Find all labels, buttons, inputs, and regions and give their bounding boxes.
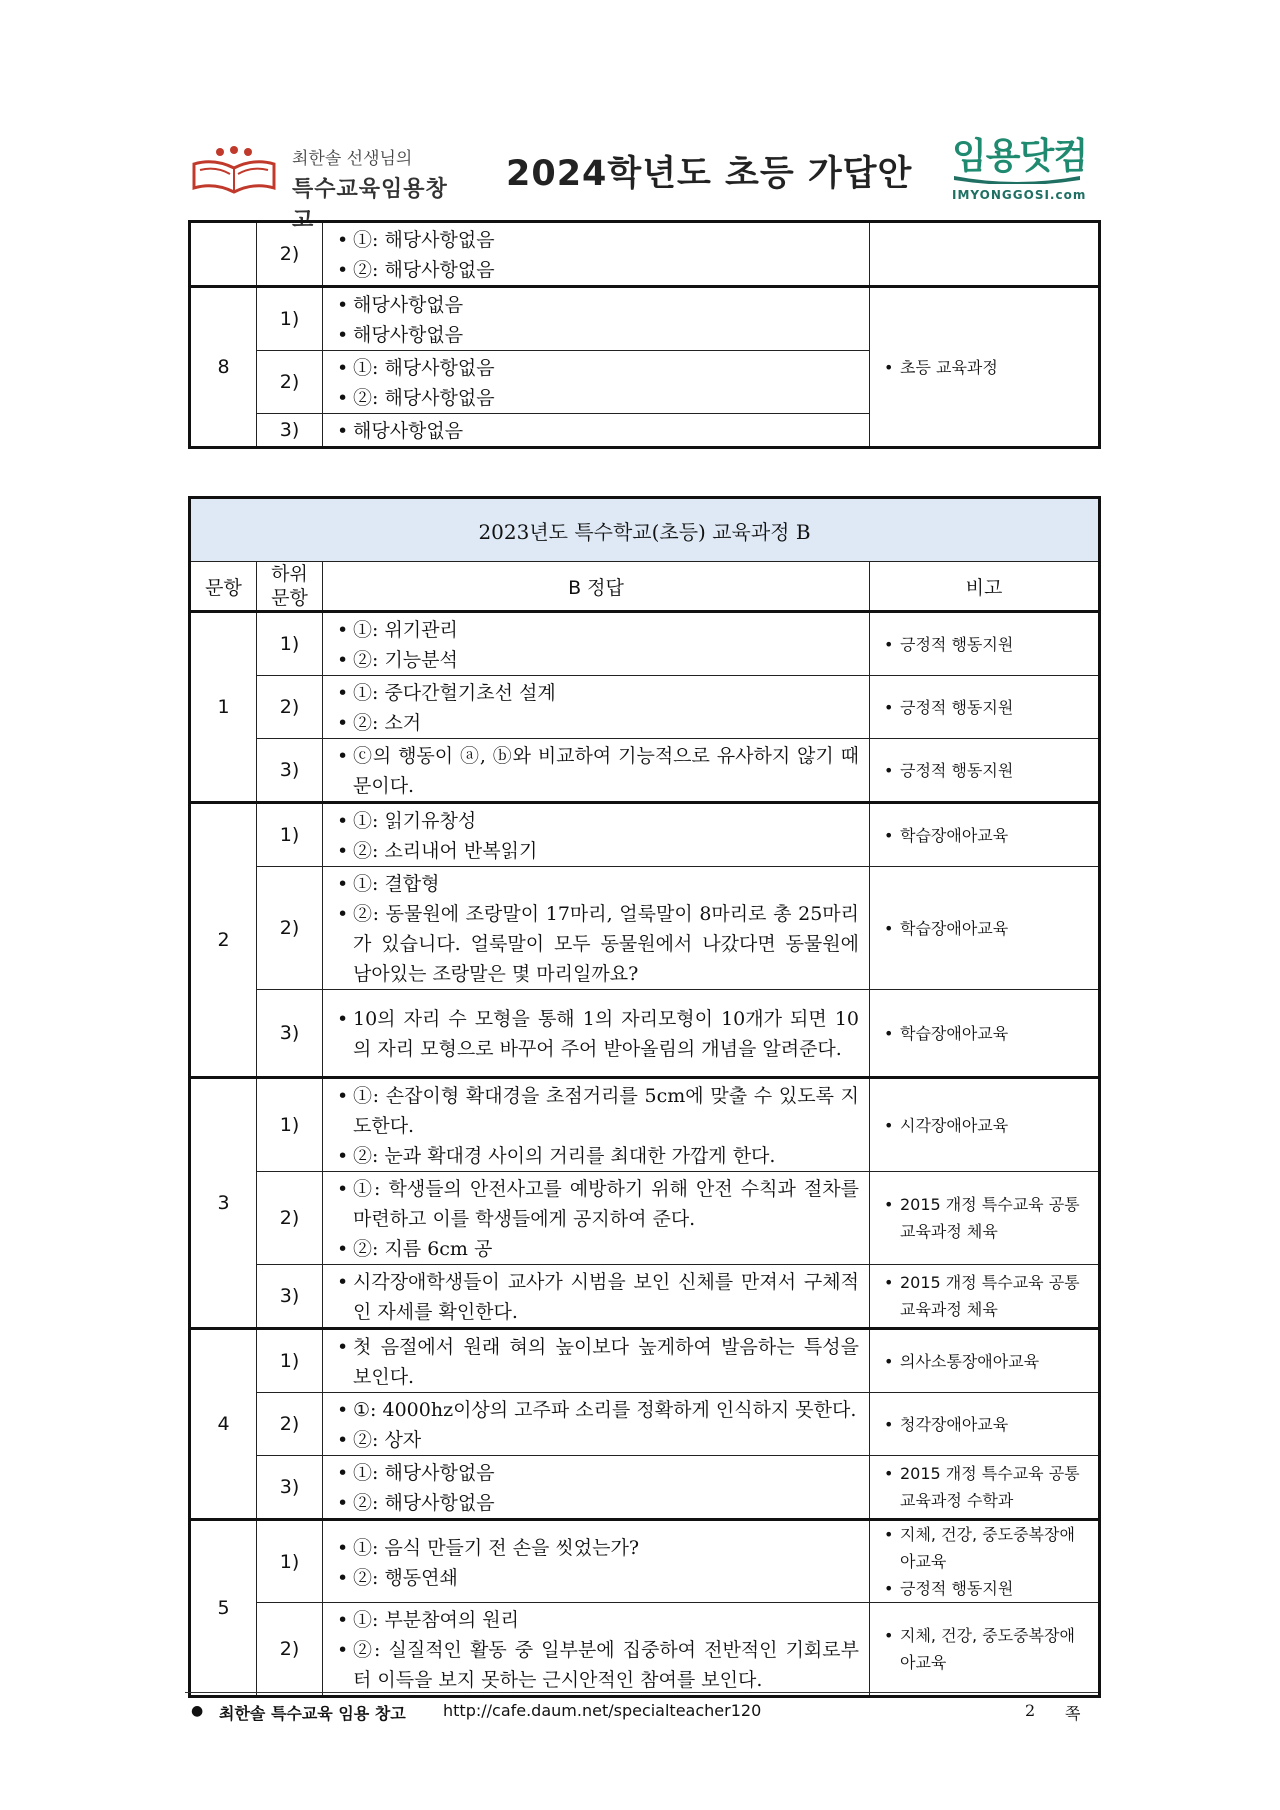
sub-question: 1)	[257, 287, 323, 351]
table-header-row	[190, 562, 1100, 612]
table-row	[190, 612, 1100, 676]
header-answer: B 정답	[323, 562, 870, 612]
table-row	[190, 222, 1100, 287]
bullet-line: • 2015 개정 특수교육 공통교육과정 체육	[884, 1269, 1088, 1323]
bullet-line: • ②: 상자	[337, 1425, 859, 1455]
answer-cell	[323, 867, 870, 990]
answer-cell	[323, 414, 870, 448]
page-label: 쪽	[1065, 1704, 1081, 1723]
logo-subtitle: IMYONGGOSI.com	[952, 188, 1087, 202]
bullet-line: • ②: 동물원에 조랑말이 17마리, 얼룩말이 8마리로 총 25마리가 있습니다. 얼룩말이 모두 동물원에서 나갔다면 동물원에 남아있는 조랑말은 몇 마리일까요?	[337, 899, 859, 989]
table-row	[190, 1329, 1100, 1393]
bullet-line: • 10의 자리 수 모형을 통해 1의 자리모형이 10개가 되면 10의 자리 모형으로 바꾸어 주어 받아올림의 개념을 알려준다.	[337, 1004, 859, 1064]
bullet-line: • ①: 읽기유창성	[337, 806, 859, 836]
bullet-line: • 의사소통장애아교육	[884, 1348, 1088, 1375]
note-cell	[870, 1520, 1100, 1603]
bullet-line: • 긍정적 행동지원	[884, 694, 1088, 721]
bullet-line: • ②: 해당사항없음	[337, 1488, 859, 1518]
note-cell	[870, 803, 1100, 867]
sub-question: 2)	[257, 222, 323, 287]
bullet-line: • ①: 해당사항없음	[337, 225, 859, 255]
page-footer	[185, 1692, 1098, 1725]
footer-name: 최한솔 특수교육 임용 창고	[219, 1704, 406, 1723]
table-row	[190, 1265, 1100, 1329]
logo-line-1: 최한솔 선생님의	[292, 149, 413, 169]
bullet-line: • 긍정적 행동지원	[884, 631, 1088, 658]
sub-question: 3)	[257, 990, 323, 1078]
bullet-line: • 시각장애아교육	[884, 1112, 1088, 1139]
question-number: 8	[190, 287, 257, 448]
bullet-line: • ①: 4000hz이상의 고주파 소리를 정확하게 인식하지 못한다.	[337, 1395, 859, 1425]
bullet-line: • 2015 개정 특수교육 공통교육과정 수학과	[884, 1460, 1088, 1514]
header-sub: 하위 문항	[257, 562, 323, 612]
table-row	[190, 1456, 1100, 1520]
note-cell	[870, 676, 1100, 739]
table-row	[190, 1393, 1100, 1456]
bullet-line: • ②: 눈과 확대경 사이의 거리를 최대한 가깝게 한다.	[337, 1141, 859, 1171]
question-number: 5	[190, 1520, 257, 1697]
question-number: 3	[190, 1078, 257, 1329]
sub-question: 1)	[257, 612, 323, 676]
table-row	[190, 287, 1100, 351]
table-title: 2023년도 특수학교(초등) 교육과정 B	[190, 498, 1100, 562]
footer-url[interactable]: http://cafe.daum.net/specialteacher120	[443, 1701, 762, 1720]
bullet-line: • 해당사항없음	[337, 290, 859, 320]
answer-cell	[323, 612, 870, 676]
answer-cell	[323, 1265, 870, 1329]
answer-cell	[323, 803, 870, 867]
bullet-line: • ①: 결합형	[337, 869, 859, 899]
table-title-row	[190, 498, 1100, 562]
sub-question: 2)	[257, 1172, 323, 1265]
answer-cell	[323, 1603, 870, 1697]
bullet-line: • 2015 개정 특수교육 공통교육과정 체육	[884, 1191, 1088, 1245]
table-row	[190, 739, 1100, 803]
bullet-line: • ②: 기능분석	[337, 645, 859, 675]
bullet-line: • 해당사항없음	[337, 320, 859, 350]
answer-cell	[323, 1393, 870, 1456]
answer-cell	[323, 351, 870, 414]
logo-line-2: 특수교육임용창고	[292, 177, 448, 233]
bullet-line: • ②: 해당사항없음	[337, 383, 859, 413]
bullet-line: • 학습장애아교육	[884, 915, 1088, 942]
bullet-line: • 시각장애학생들이 교사가 시범을 보인 신체를 만져서 구체적인 자세를 확인한다.	[337, 1267, 859, 1327]
bullet-line: • 지체, 건강, 중도중복장애아교육	[884, 1521, 1088, 1575]
answer-cell	[323, 1520, 870, 1603]
table-row	[190, 803, 1100, 867]
logo-brand: 임용닷컴	[952, 136, 1088, 177]
table-row	[190, 1078, 1100, 1172]
bullet-line: • ①: 위기관리	[337, 615, 859, 645]
bullet-line: • 해당사항없음	[337, 416, 859, 446]
header-num: 문항	[190, 562, 257, 612]
sub-question: 1)	[257, 1329, 323, 1393]
sub-question: 3)	[257, 414, 323, 448]
table-row	[190, 1520, 1100, 1603]
table-row	[190, 1603, 1100, 1697]
sub-question: 3)	[257, 1456, 323, 1520]
note-cell	[870, 1456, 1100, 1520]
bullet-line: • ①: 해당사항없음	[337, 353, 859, 383]
question-number	[190, 222, 257, 287]
bullet-icon: ●	[191, 1703, 204, 1719]
bullet-line: • ②: 소거	[337, 708, 859, 738]
answer-cell	[323, 990, 870, 1078]
logo-swoosh-icon	[952, 172, 1082, 184]
sub-question: 1)	[257, 803, 323, 867]
page-number: 2	[1025, 1701, 1036, 1720]
header-note: 비고	[870, 562, 1100, 612]
sub-question: 2)	[257, 1393, 323, 1456]
question-number: 2	[190, 803, 257, 1078]
bullet-line: • ②: 지름 6cm 공	[337, 1234, 859, 1264]
imyong-logo	[952, 128, 1100, 208]
bullet-line: • 학습장애아교육	[884, 822, 1088, 849]
note-cell	[870, 739, 1100, 803]
answer-table-2023-b	[188, 496, 1101, 1698]
question-number: 4	[190, 1329, 257, 1520]
question-number: 1	[190, 612, 257, 803]
sub-question: 2)	[257, 351, 323, 414]
table-row	[190, 1172, 1100, 1265]
bullet-line: • ①: 음식 만들기 전 손을 씻었는가?	[337, 1533, 859, 1563]
note-cell	[870, 1393, 1100, 1456]
teacher-logo	[190, 140, 470, 233]
open-book-icon	[190, 144, 278, 196]
answer-cell	[323, 1172, 870, 1265]
answer-cell	[323, 1456, 870, 1520]
note-cell	[870, 1603, 1100, 1697]
bullet-line: • ①: 부분참여의 원리	[337, 1605, 859, 1635]
note-cell	[870, 990, 1100, 1078]
answer-cell	[323, 1078, 870, 1172]
answer-cell	[323, 676, 870, 739]
table-row	[190, 867, 1100, 990]
bullet-line: • 긍정적 행동지원	[884, 1575, 1088, 1602]
answer-cell	[323, 739, 870, 803]
bullet-line: • 긍정적 행동지원	[884, 757, 1088, 784]
bullet-line: • 학습장애아교육	[884, 1020, 1088, 1047]
page-title: 2024학년도 초등 가답안	[506, 154, 913, 194]
note-cell	[870, 612, 1100, 676]
bullet-line: • ①: 손잡이형 확대경을 초점거리를 5cm에 맞출 수 있도록 지도한다.	[337, 1081, 859, 1141]
sub-question: 2)	[257, 676, 323, 739]
answer-table-continued	[188, 220, 1101, 449]
note-cell	[870, 222, 1100, 287]
answer-cell	[323, 287, 870, 351]
sub-question: 3)	[257, 739, 323, 803]
sub-question: 1)	[257, 1078, 323, 1172]
bullet-line: • 초등 교육과정	[884, 354, 1088, 381]
page-header	[190, 128, 1100, 233]
note-cell	[870, 1078, 1100, 1172]
bullet-line: • ⓒ의 행동이 ⓐ, ⓑ와 비교하여 기능적으로 유사하지 않기 때문이다.	[337, 741, 859, 801]
bullet-line: • 지체, 건강, 중도중복장애아교육	[884, 1622, 1088, 1676]
sub-question: 3)	[257, 1265, 323, 1329]
note-cell	[870, 1172, 1100, 1265]
sub-question: 2)	[257, 867, 323, 990]
note-cell	[870, 1329, 1100, 1393]
note-cell	[870, 287, 1100, 448]
bullet-line: • ②: 소리내어 반복읽기	[337, 836, 859, 866]
note-cell	[870, 1265, 1100, 1329]
table-row	[190, 676, 1100, 739]
note-cell	[870, 867, 1100, 990]
bullet-line: • ②: 해당사항없음	[337, 255, 859, 285]
sub-question: 2)	[257, 1603, 323, 1697]
bullet-line: • ②: 실질적인 활동 중 일부분에 집중하여 전반적인 기회로부터 이득을 보지 못하는 근시안적인 참여를 보인다.	[337, 1635, 859, 1695]
bullet-line: • ①: 중다간헐기초선 설계	[337, 678, 859, 708]
bullet-line: • 청각장애아교육	[884, 1411, 1088, 1438]
answer-cell	[323, 1329, 870, 1393]
sub-question: 1)	[257, 1520, 323, 1603]
table-row	[190, 990, 1100, 1078]
bullet-line: • ①: 학생들의 안전사고를 예방하기 위해 안전 수칙과 절차를 마련하고 이를 학생들에게 공지하여 준다.	[337, 1174, 859, 1234]
bullet-line: • ①: 해당사항없음	[337, 1458, 859, 1488]
answer-cell	[323, 222, 870, 287]
bullet-line: • 첫 음절에서 원래 혀의 높이보다 높게하여 발음하는 특성을 보인다.	[337, 1332, 859, 1392]
bullet-line: • ②: 행동연쇄	[337, 1563, 859, 1593]
